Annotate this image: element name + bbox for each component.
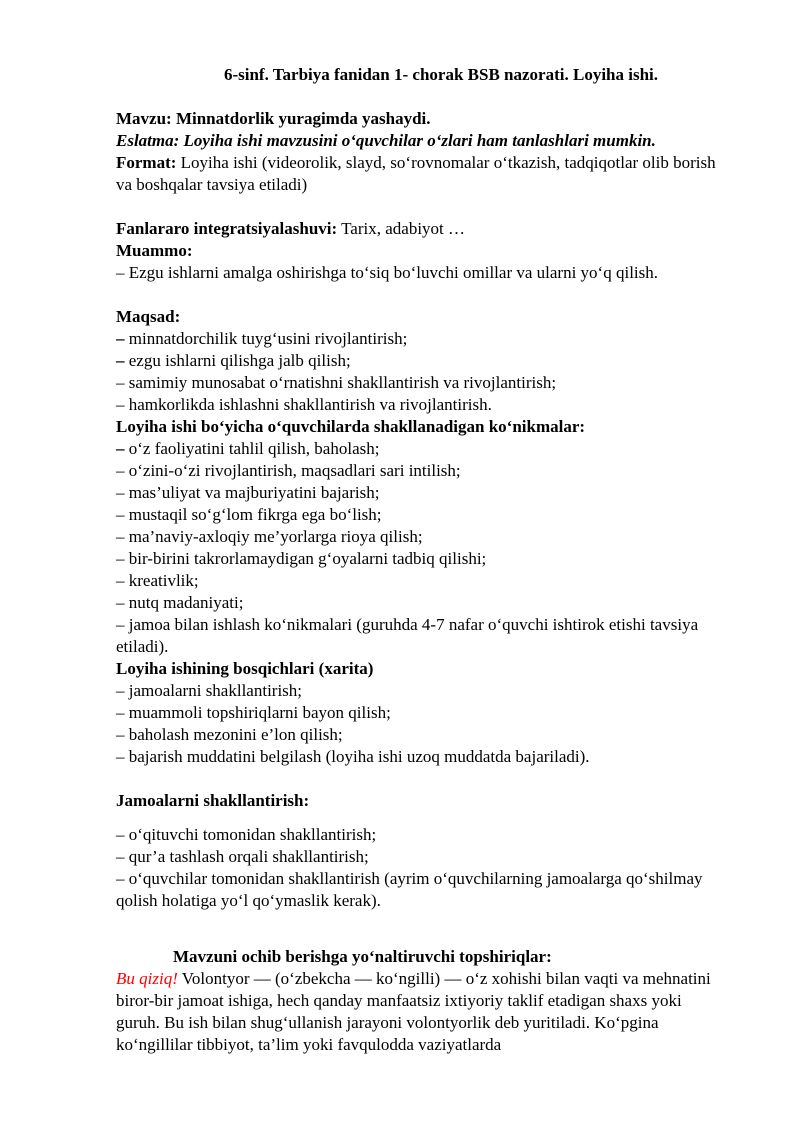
skills-heading: Loyiha ishi bo‘yicha o‘quvchilarda shakllanadigan ko‘nikmalar: bbox=[116, 417, 586, 436]
skill-item: – o‘zini-o‘zi rivojlantirish, maqsadlari sari intilish; bbox=[116, 461, 461, 480]
skill-item: – jamoa bilan ishlash ko‘nikmalari (guruhda 4-7 nafar o‘quvchi ishtirok etishi tavsiya etiladi). bbox=[116, 615, 699, 656]
stage-item: – bajarish muddatini belgilash (loyiha ishi uzoq muddatda bajariladi). bbox=[116, 747, 590, 766]
skill-item: – mas’uliyat va majburiyatini bajarish; bbox=[116, 483, 380, 502]
skill-item: – ma’naviy-axloqiy me’yorlarga rioya qilish; bbox=[116, 527, 423, 546]
tasks-heading: Mavzuni ochib berishga yo‘naltiruvchi topshiriqlar: bbox=[173, 947, 552, 966]
goal-label: Maqsad: bbox=[116, 307, 181, 326]
goal-item: – ezgu ishlarni qilishga jalb qilish; bbox=[116, 351, 351, 370]
skill-item: – nutq madaniyati; bbox=[116, 593, 244, 612]
stage-item: – baholash mezonini e’lon qilish; bbox=[116, 725, 343, 744]
goal-item: – minnatdorchilik tuyg‘usini rivojlantirish; bbox=[116, 329, 408, 348]
skill-item: – mustaqil so‘g‘lom fikrga ega bo‘lish; bbox=[116, 505, 382, 524]
stages-heading: Loyiha ishining bosqichlari (xarita) bbox=[116, 659, 374, 678]
format-paragraph bbox=[116, 152, 716, 196]
team-item: – o‘qituvchi tomonidan shakllantirish; bbox=[116, 825, 377, 844]
stage-item: – jamoalarni shakllantirish; bbox=[116, 681, 303, 700]
problem-text: – Ezgu ishlarni amalga oshirishga to‘siq bo‘luvchi omillar va ularni yo‘q qilish. bbox=[116, 263, 659, 282]
teams-heading: Jamoalarni shakllantirish: bbox=[116, 791, 310, 810]
document-title: 6-sinf. Tarbiya fanidan 1- chorak BSB nazorati. Loyiha ishi. bbox=[223, 65, 659, 84]
team-item: – qur’a tashlash orqali shakllantirish; bbox=[116, 847, 369, 866]
integration-text: Tarix, adabiyot … bbox=[337, 219, 466, 238]
topic-line: Mavzu: Minnatdorlik yuragimda yashaydi. bbox=[116, 109, 431, 128]
integration-paragraph bbox=[116, 218, 716, 240]
skill-item: – bir-birini takrorlamaydigan g‘oyalarni tadbiq qilishi; bbox=[116, 549, 487, 568]
skill-item: – o‘z faoliyatini tahlil qilish, baholash; bbox=[116, 439, 380, 458]
format-label: Format: bbox=[116, 153, 177, 172]
interesting-paragraph bbox=[116, 968, 716, 1056]
document-body bbox=[116, 64, 716, 1056]
integration-label: Fanlararo integratsiyalashuvi: bbox=[116, 219, 338, 238]
interesting-text: Volontyor — (o‘zbekcha — ko‘ngilli) — o‘z xohishi bilan vaqti va mehnatini biror-bir jamoat ishiga, hech qanday manfaatsiz ixtiyoriy taklif etadigan shaxs yoki guruh. Bu ish bilan shug‘ullanish jarayoni volontyorlik deb yuritiladi. Ko‘pgina ko‘ngillilar tibbiyot, ta’lim yoki favqulodda vaziyatlarda bbox=[116, 969, 711, 1054]
format-text: Loyiha ishi (videorolik, slayd, so‘rovnomalar o‘tkazish, tadqiqotlar olib borish va boshqalar tavsiya etiladi) bbox=[116, 153, 716, 194]
problem-label: Muammo: bbox=[116, 241, 193, 260]
team-item: – o‘quvchilar tomonidan shakllantirish (ayrim o‘quvchilarning jamoalarga qo‘shilmay qolish holatiga yo‘l qo‘ymaslik kerak). bbox=[116, 869, 703, 910]
goal-item: – hamkorlikda ishlashni shakllantirish va rivojlantirish. bbox=[116, 395, 492, 414]
skill-item: – kreativlik; bbox=[116, 571, 199, 590]
note-line: Eslatma: Loyiha ishi mavzusini o‘quvchilar o‘zlari ham tanlashlari mumkin. bbox=[116, 131, 656, 150]
interesting-label: Bu qiziq! bbox=[116, 969, 178, 988]
stage-item: – muammoli topshiriqlarni bayon qilish; bbox=[116, 703, 391, 722]
goal-item: – samimiy munosabat o‘rnatishni shakllantirish va rivojlantirish; bbox=[116, 373, 557, 392]
